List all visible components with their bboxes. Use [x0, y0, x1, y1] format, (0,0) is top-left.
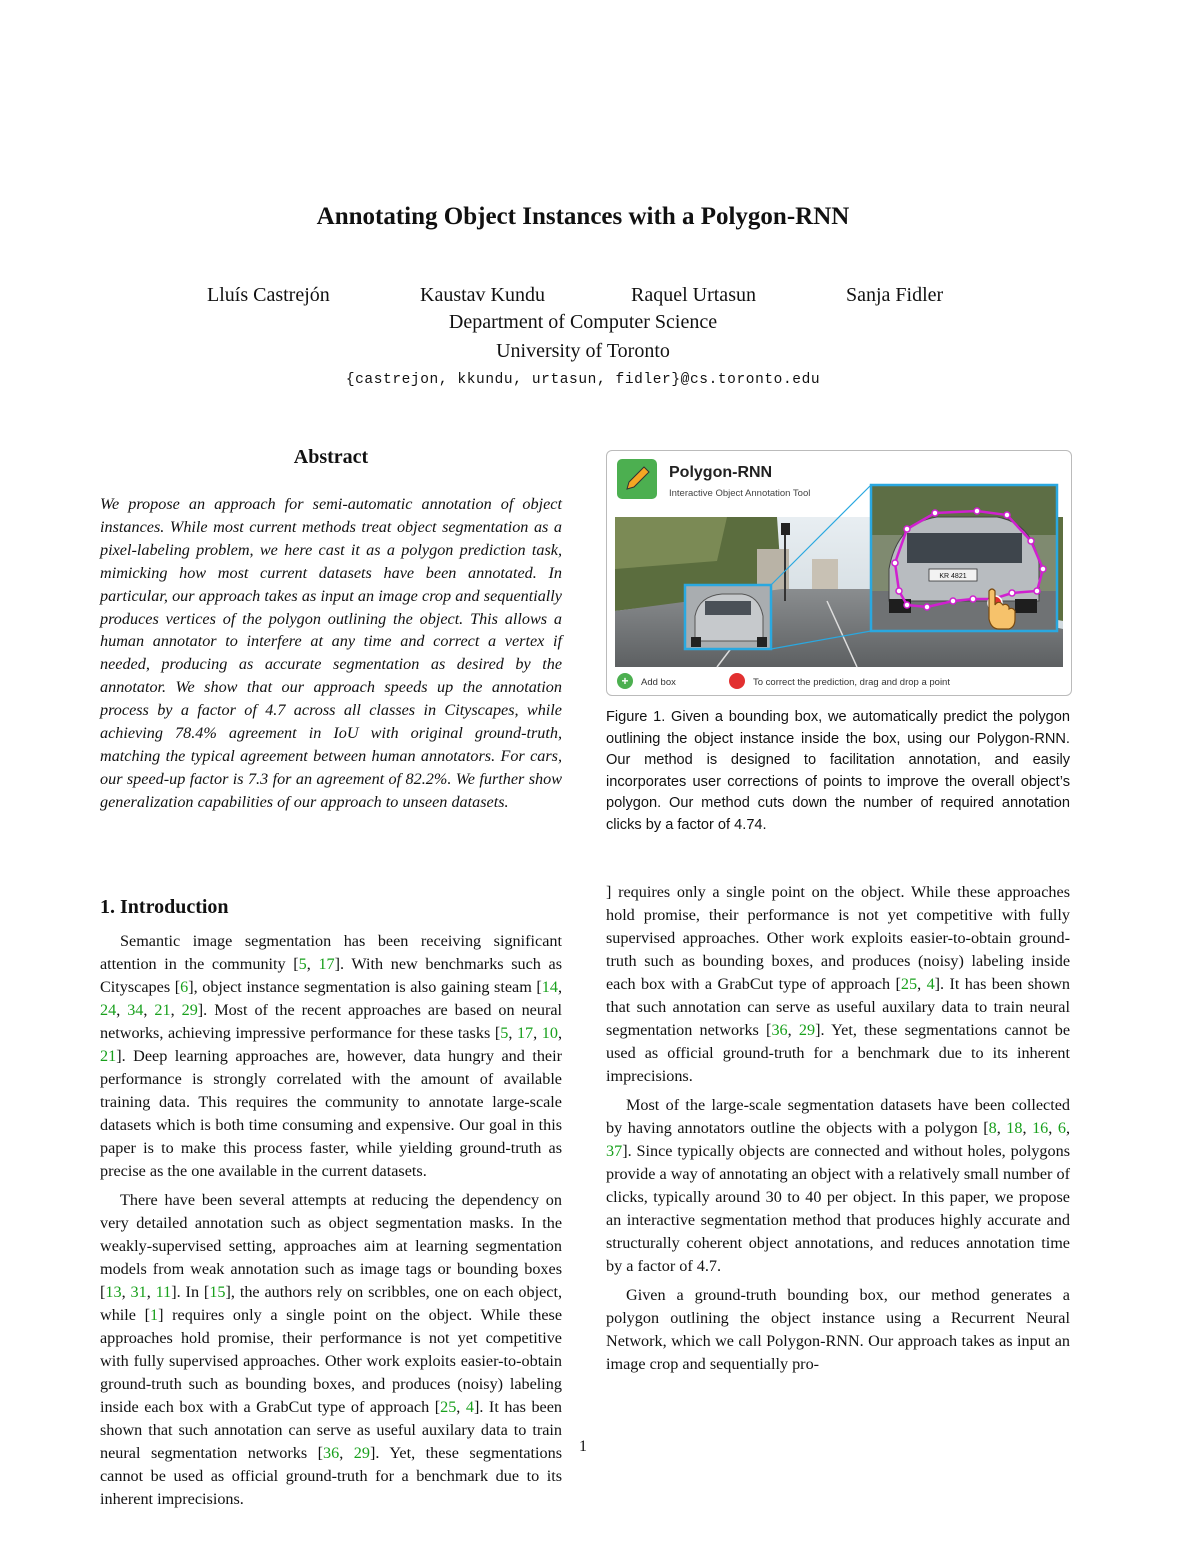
legend-add-box: Add box — [641, 677, 676, 688]
citation-link[interactable]: 37 — [606, 1142, 623, 1160]
citation-link[interactable]: 25 — [440, 1398, 457, 1416]
intro-paragraph-1: Semantic image segmentation has been receiving significant attention in the community [5, 17]. With new benchmarks such as Cityscapes [6], object instance segmentation is also gaining steam [14, 24, 34, 21, 29]. Most of the recent approaches are based on neural networks, achieving impressive performance for these tasks [5, 17, 10, 21]. Deep learning approaches are, however, data hungry and their performance is strongly correlated with the amount of available training data. This requires the community to annotate large-scale datasets which is both time consuming and expensive. Our goal in this paper is to make this process faster, while yielding ground-truth as precise as the one available in the current datasets. — [100, 932, 563, 1180]
affiliation-university: University of Toronto — [496, 340, 670, 362]
citation-link[interactable]: 31 — [130, 1283, 147, 1301]
citation-link[interactable]: 11 — [155, 1283, 172, 1301]
intro-paragraph-2: There have been several attempts at reducing the dependency on very detailed annotation such as object segmentation masks. In the weakly-supervised setting, approaches aim at learning segmentation models from weak annotation such as image tags or bounding boxes [13, 31, 11]. In [15], the authors rely on scribbles, one on each object, while [1] requires only a single point on the object. While these approaches hold promise, their performance is not yet competitive with fully supervised approaches. Other work exploits easier-to-obtain ground-truth such as bounding boxes, and produces (noisy) labeling inside each box with a GrabCut type of approach [25, 4]. It has been shown that such annotation can serve as useful auxilary data to train neural segmentation networks [36, 29]. Yet, these segmentations cannot be used as official ground-truth for a benchmark due to its inherent imprecisions. — [100, 1191, 563, 1508]
section-heading: 1. Introduction — [100, 896, 229, 918]
affiliation-department: Department of Computer Science — [448, 311, 718, 333]
correct-point-icon — [729, 673, 745, 689]
citation-link[interactable]: 18 — [1006, 1119, 1023, 1137]
intro-paragraph-4: Given a ground-truth bounding box, our method generates a polygon outlining the object instance using a Recurrent Neural Network, which we call Polygon-RNN. Our approach takes as input an image crop and sequentially pro- — [606, 1286, 1070, 1373]
citation-link[interactable]: 29 — [353, 1444, 370, 1462]
citation-link[interactable]: 4 — [926, 975, 935, 993]
author-name: Raquel Urtasun — [631, 284, 756, 306]
citation-link[interactable]: 5 — [500, 1024, 509, 1042]
legend-correct: To correct the prediction, drag and drop a point — [753, 677, 950, 688]
citation-link[interactable]: 10 — [541, 1024, 558, 1042]
citation-link[interactable]: 36 — [771, 1021, 788, 1039]
citation-link[interactable]: 24 — [100, 1001, 117, 1019]
citation-link[interactable]: 25 — [900, 975, 918, 993]
zoomed-crop — [871, 485, 1057, 631]
svg-text:+: + — [621, 674, 629, 688]
intro-column-right — [606, 881, 1070, 1401]
intro-column-left — [100, 930, 563, 1508]
abstract-text: We propose an approach for semi-automatic annotation of object instances. While most current methods treat object segmentation as a pixel-labeling problem, we here cast it as a polygon prediction task, mimicking how most current datasets have been annotated. In particular, our approach takes as input an image crop and sequentially produces vertices of the polygon outlining the object. This allows a human annotator to interfere at any time and correct a vertex if needed, producing as accurate segmentation as desired by the annotator. We show that our approach speeds up the annotation process by a factor of 4.7 across all classes in Cityscapes, while achieving 78.4% agreement in IoU with original ground-truth, matching the typical agreement between human annotators. For cars, our speed-up factor is 7.3 for an agreement of 82.2%. We further show generalization capabilities of our approach to unseen datasets. — [100, 495, 562, 811]
citation-link[interactable]: 6 — [1057, 1119, 1066, 1137]
citation-link[interactable]: 36 — [323, 1444, 340, 1462]
citation-link[interactable]: 21 — [154, 1001, 171, 1019]
citation-link[interactable]: 6 — [180, 978, 189, 996]
citation-link[interactable]: 29 — [181, 1001, 198, 1019]
author-name: Sanja Fidler — [846, 284, 944, 306]
page-number: 1 — [579, 1438, 587, 1455]
citation-link[interactable]: 13 — [105, 1283, 122, 1301]
author-emails: {castrejon, kkundu, urtasun, fidler}@cs.toronto.edu — [345, 372, 821, 388]
citation-link[interactable]: 29 — [798, 1021, 816, 1039]
app-subtitle: Interactive Object Annotation Tool — [669, 488, 811, 499]
abstract-heading: Abstract — [293, 446, 369, 468]
license-plate-text: KR 4821 — [939, 573, 967, 580]
author-name: Kaustav Kundu — [420, 284, 545, 306]
app-title: Polygon-RNN — [669, 464, 773, 481]
paper-title: Annotating Object Instances with a Polygon-RNN — [316, 203, 850, 230]
citation-link[interactable]: 1 — [150, 1306, 159, 1324]
intro-paragraph-2-continued: ] requires only a single point on the object. While these approaches hold promise, their performance is not yet competitive with fully supervised approaches. Other work exploits easier-to-obtain ground-truth such as bounding boxes, and produces (noisy) labeling inside each box with a GrabCut type of approach [25, 4]. It has been shown that such annotation can serve as useful auxilary data to train neural segmentation networks [36, 29]. Yet, these segmentations cannot be used as official ground-truth for a benchmark due to its inherent imprecisions. — [606, 883, 1071, 1085]
figure-caption: Figure 1. Given a bounding box, we automatically predict the polygon outlining the object instance inside the box, using our Polygon-RNN. Our method is designed to facilitation annotation, and easily incorporates user corrections of points to improve the overall object’s polygon. Our method cuts down the number of required annotation clicks by a factor of 4.74. — [606, 709, 1070, 833]
citation-link[interactable]: 16 — [1032, 1119, 1049, 1137]
citation-link[interactable]: 17 — [318, 955, 335, 973]
intro-paragraph-3: Most of the large-scale segmentation datasets have been collected by having annotators outline the objects with a polygon [8, 18, 16, 6, 37]. Since typically objects are connected and without holes, polygons provide a way of annotating an object with a relatively small number of clicks, typically around 30 to 40 per object. In this paper, we propose an interactive segmentation method that produces highly accurate and structurally coherent object annotations, and reduces annotation time by a factor of 4.7. — [606, 1096, 1070, 1275]
figure-1 — [606, 450, 1072, 696]
citation-link[interactable]: 21 — [100, 1047, 117, 1065]
citation-link[interactable]: 14 — [541, 978, 558, 996]
citation-link[interactable]: 5 — [298, 955, 307, 973]
figure-illustration — [607, 451, 1071, 695]
citation-link[interactable]: 34 — [127, 1001, 144, 1019]
citation-link[interactable]: 15 — [209, 1283, 226, 1301]
citation-link[interactable]: 17 — [516, 1024, 534, 1042]
author-name: Lluís Castrejón — [207, 284, 330, 306]
citation-link[interactable]: 4 — [465, 1398, 474, 1416]
citation-link[interactable]: 8 — [988, 1119, 997, 1137]
